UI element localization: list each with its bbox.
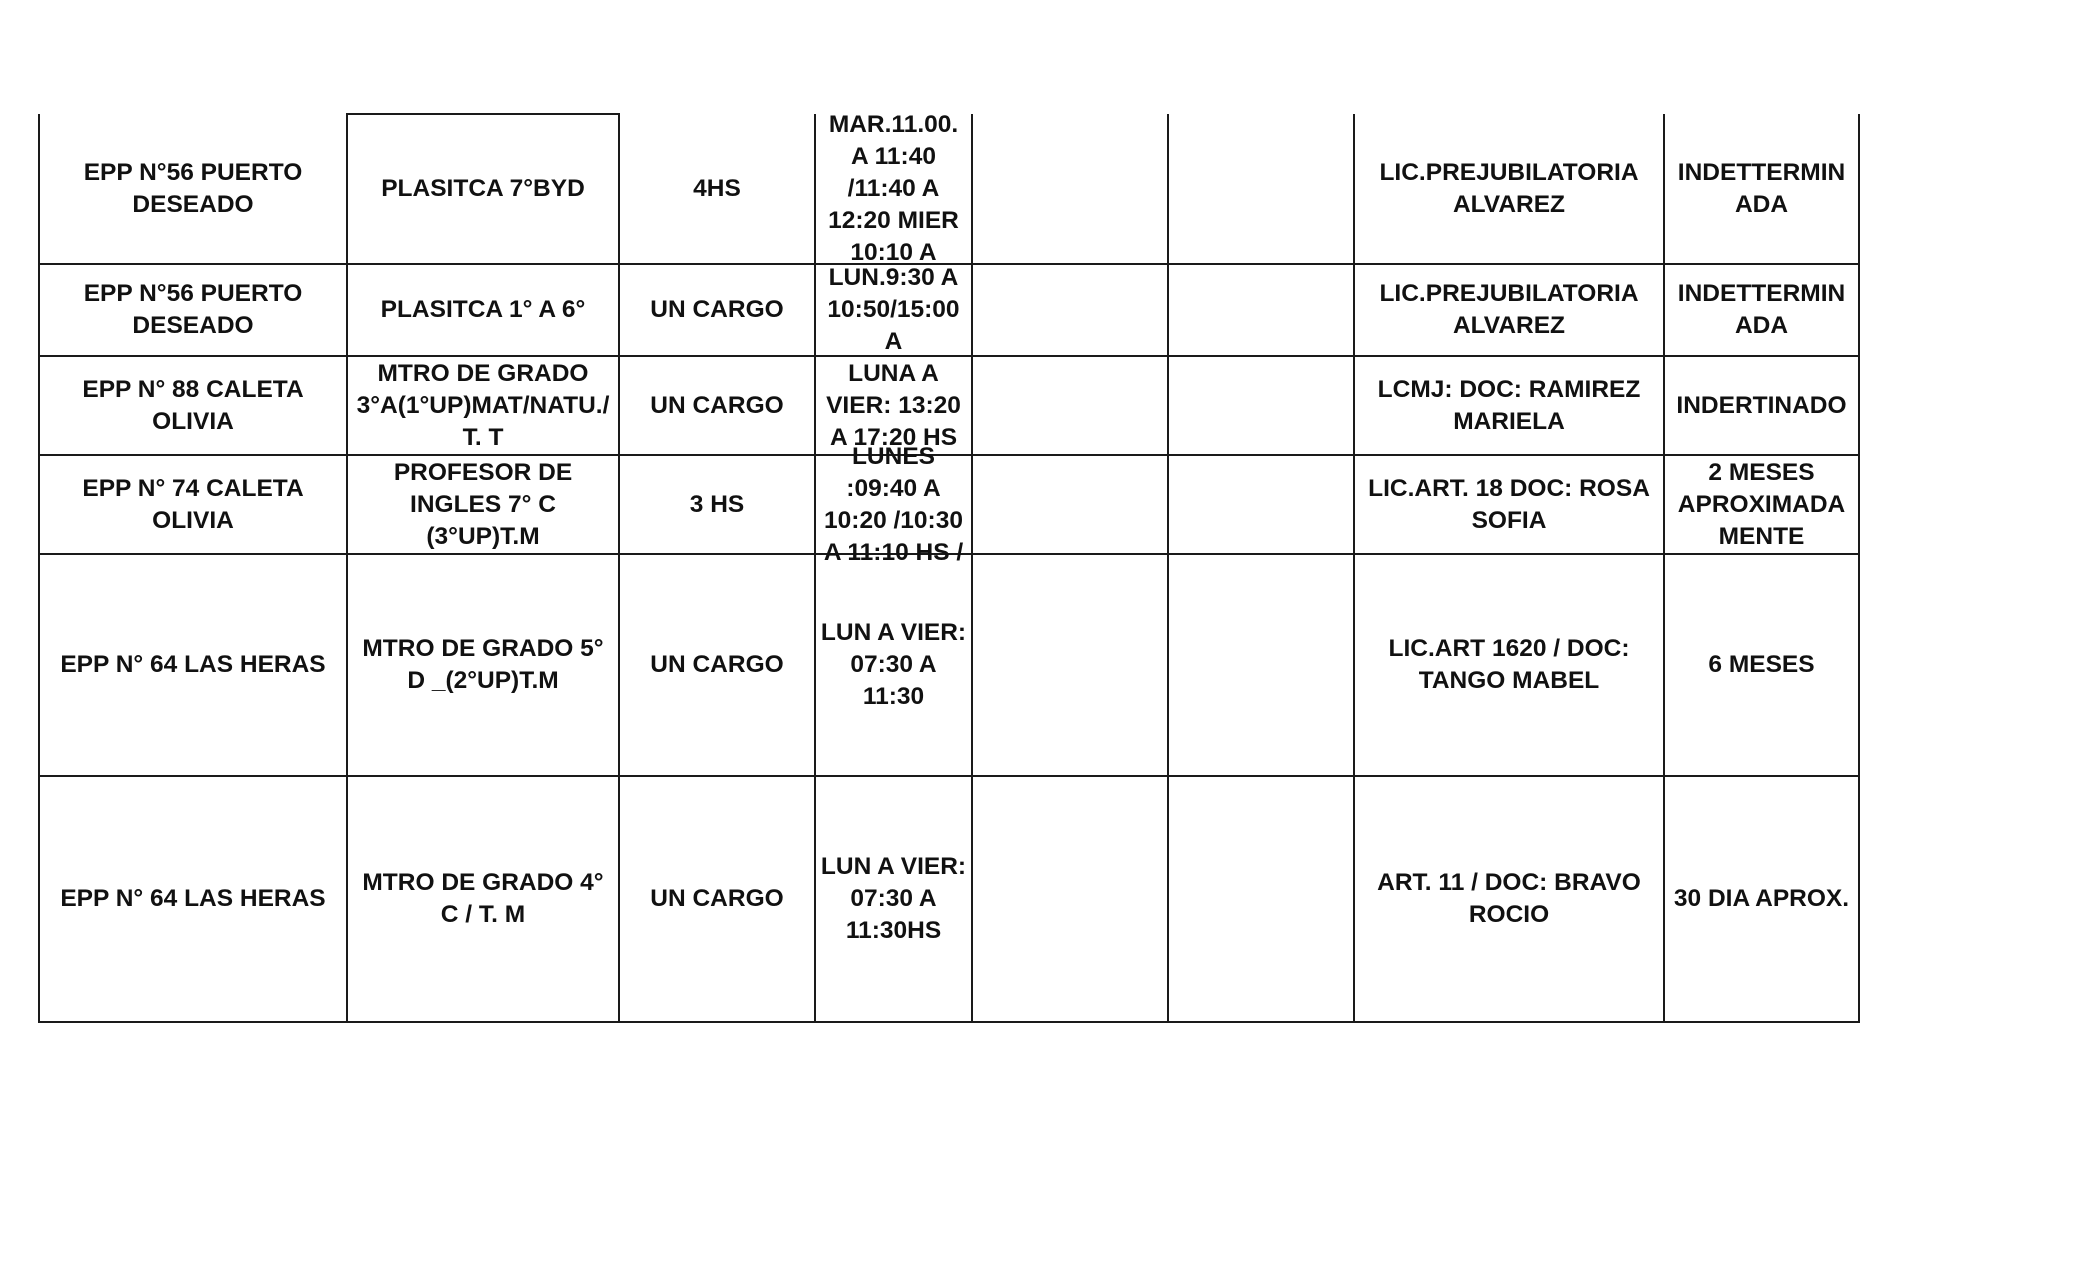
schedule-text: LUNA A VIER: 13:20 A 17:20 HS [826,359,961,451]
duration-cell [1664,114,1859,264]
empty-cell [972,114,1168,264]
position-cell [347,264,619,356]
empty-cell [1168,554,1354,776]
school-cell [39,264,347,356]
hours-cell [619,264,815,356]
school-cell [39,356,347,455]
school-text: EPP N° 64 LAS HERAS [60,651,326,678]
empty-cell [1168,455,1354,554]
position-text: MTRO DE GRADO 5° D _(2°UP)T.M [362,635,604,694]
empty-cell [972,356,1168,455]
position-cell [347,356,619,455]
reason-cell [1354,554,1664,776]
schedule-cell [815,776,972,1022]
school-cell [39,554,347,776]
duration-cell [1664,455,1859,554]
position-text: PROFESOR DE INGLES 7° C (3°UP)T.M [393,458,573,550]
duration-text: INDETTERMIN ADA [1677,280,1846,339]
duration-cell [1664,776,1859,1022]
empty-cell [1168,114,1354,264]
hours-cell [619,776,815,1022]
hours-cell [619,455,815,554]
school-cell [39,114,347,264]
duration-text: 30 DIA APROX. [1673,885,1850,912]
position-text: MTRO DE GRADO 3°A(1°UP)MAT/NATU./ T. T [356,359,610,451]
empty-cell [1168,264,1354,356]
table-row [39,114,1859,264]
duration-cell [1664,356,1859,455]
hours-text: UN CARGO [650,651,784,678]
table-row [39,455,1859,554]
hours-text: UN CARGO [650,391,784,419]
position-cell [347,455,619,554]
duration-text: 6 MESES [1708,651,1815,678]
table-row [39,264,1859,356]
reason-cell [1354,264,1664,356]
hours-text: 4HS [693,174,741,202]
empty-cell [972,776,1168,1022]
empty-cell [972,455,1168,554]
reason-text: LCMJ: DOC: RAMIREZ MARIELA [1377,375,1641,435]
empty-cell [972,554,1168,776]
duration-text: 2 MESES APROXIMADA MENTE [1677,458,1846,550]
schedule-text: MAR.11.00. A 11:40 /11:40 A 12:20 MIER 10:10 A [828,110,959,266]
reason-cell [1354,114,1664,264]
school-text: EPP N° 74 CALETA OLIVIA [82,474,304,534]
empty-cell [1168,356,1354,455]
hours-text: UN CARGO [650,296,784,323]
table-row [39,776,1859,1022]
school-text: EPP N° 64 LAS HERAS [60,885,326,912]
schedule-text: LUNES :09:40 A 10:20 /10:30 A 11:10 HS / [823,442,964,566]
position-cell [347,114,619,264]
hours-cell [619,356,815,455]
hours-text: 3 HS [689,490,745,518]
reason-text: ART. 11 / DOC: BRAVO ROCIO [1377,869,1641,928]
schedule-text: LUN A VIER: 07:30 A 11:30 [820,619,967,710]
position-text: PLASITCA 7°BYD [381,175,585,202]
schedule-cell [815,554,972,776]
duration-text: INDERTINADO [1676,391,1847,419]
vacancy-table [38,110,1860,1023]
duration-cell [1664,554,1859,776]
school-cell [39,455,347,554]
reason-text: LIC.ART 1620 / DOC: TANGO MABEL [1388,635,1630,694]
school-cell [39,776,347,1022]
school-text: EPP N° 88 CALETA OLIVIA [82,375,304,435]
reason-cell [1354,776,1664,1022]
position-text: MTRO DE GRADO 4° C / T. M [362,869,604,928]
hours-text: UN CARGO [650,885,784,912]
duration-cell [1664,264,1859,356]
table-row [39,554,1859,776]
schedule-text: LUN A VIER: 07:30 A 11:30HS [820,853,967,944]
reason-cell [1354,455,1664,554]
schedule-cell [815,264,972,356]
position-text: PLASITCA 1° A 6° [380,296,586,323]
school-text: EPP N°56 PUERTO DESEADO [83,158,303,218]
position-cell [347,554,619,776]
reason-text: LIC.PREJUBILATORIA ALVAREZ [1379,158,1639,218]
reason-text: LIC.PREJUBILATORIA ALVAREZ [1379,280,1639,339]
school-text: EPP N°56 PUERTO DESEADO [83,280,303,339]
schedule-cell [815,110,972,266]
reason-cell [1354,356,1664,455]
duration-text: INDETTERMIN ADA [1677,158,1846,218]
hours-cell [619,554,815,776]
empty-cell [972,264,1168,356]
schedule-cell [815,442,972,566]
empty-cell [1168,776,1354,1022]
hours-cell [619,114,815,264]
schedule-text: LUN.9:30 A 10:50/15:00 A [827,264,960,355]
position-cell [347,776,619,1022]
reason-text: LIC.ART. 18 DOC: ROSA SOFIA [1368,474,1650,534]
